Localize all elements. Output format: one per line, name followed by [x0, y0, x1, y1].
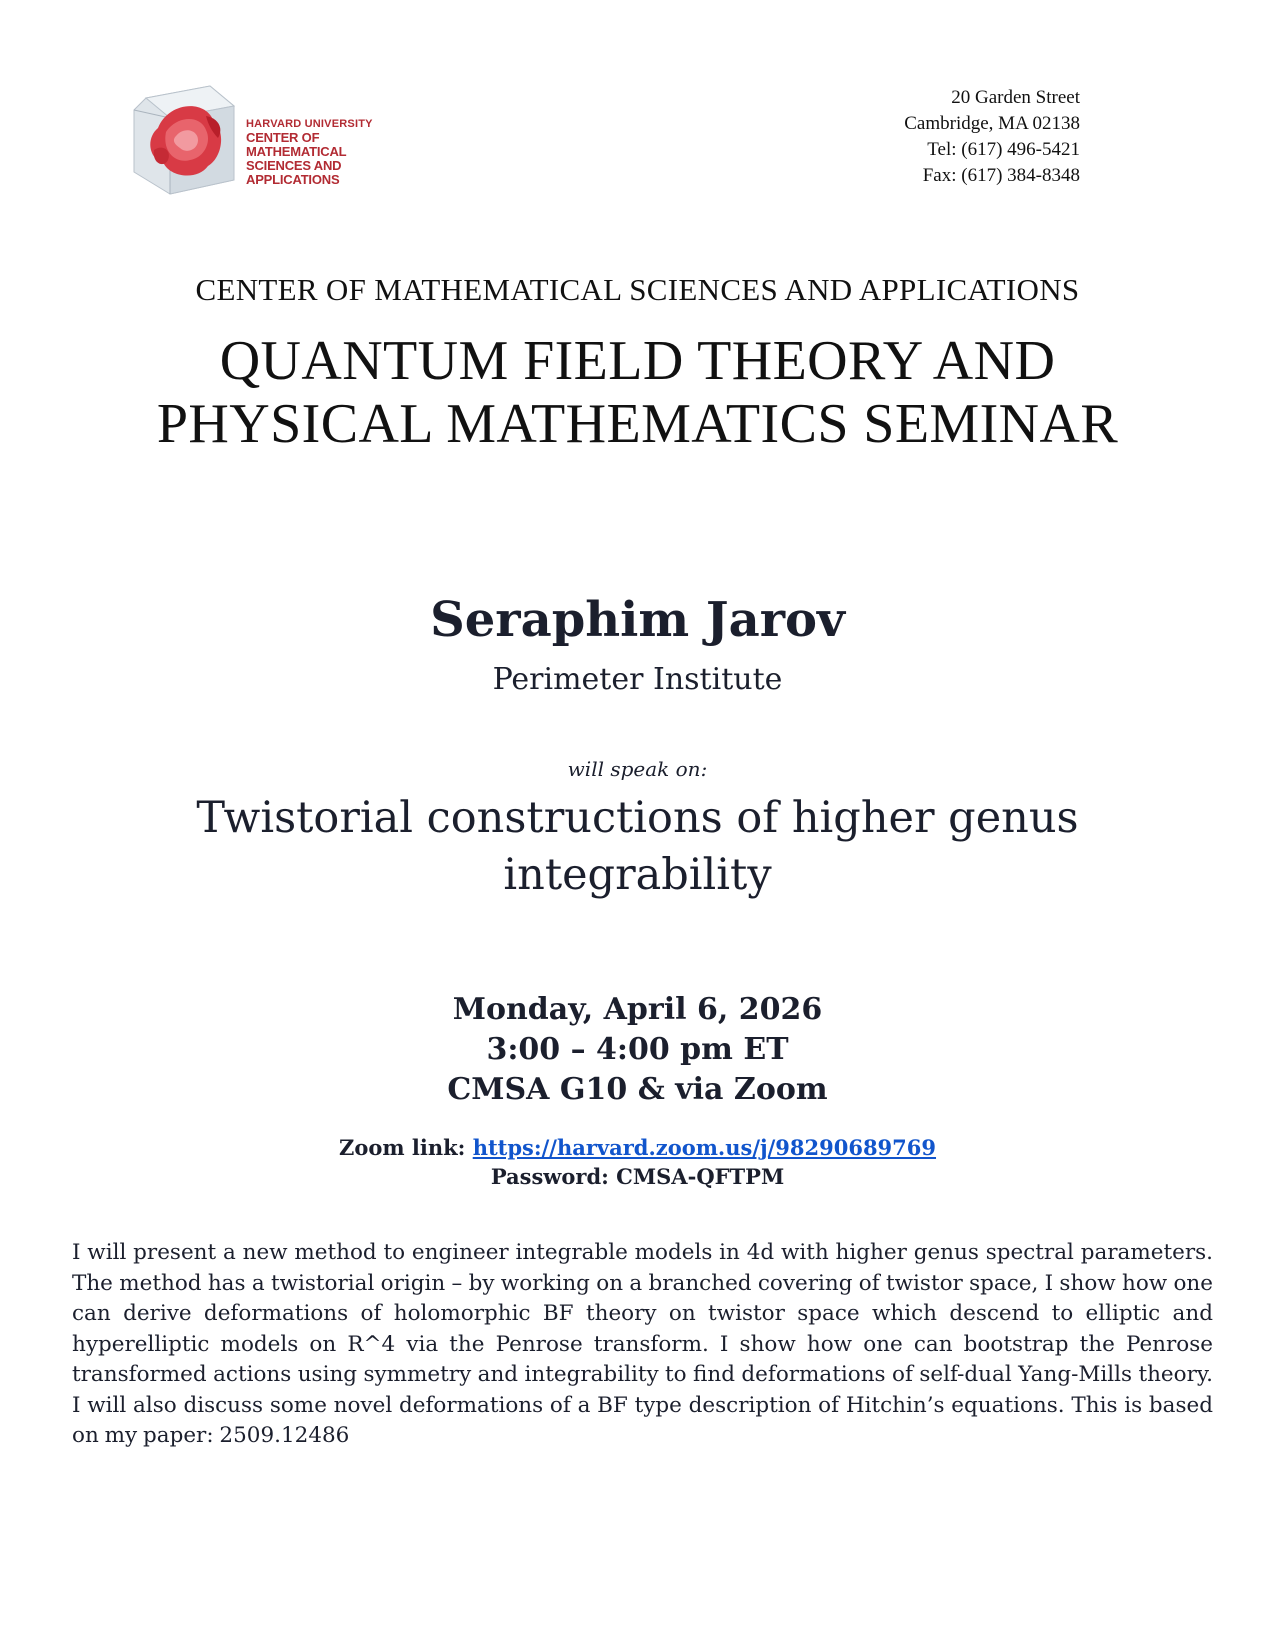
cube-logo-icon [128, 80, 240, 198]
zoom-info [0, 1133, 1275, 1191]
event-time: 3:00 – 4:00 pm ET [486, 1032, 789, 1067]
center-name: CENTER OF MATHEMATICAL SCIENCES AND APPLICATIONS [195, 272, 1080, 307]
zoom-link-label: Zoom link: [338, 1135, 466, 1160]
logo-center-line: CENTER OF MATHEMATICAL [246, 130, 347, 159]
zoom-link-line [0, 1133, 1275, 1162]
logo-sciences-line: SCIENCES AND APPLICATIONS [246, 158, 342, 187]
address-block [904, 85, 1080, 189]
speaker-name: Seraphim Jarov [430, 592, 845, 648]
talk-title-line2: integrability [503, 850, 772, 900]
talk-title [0, 790, 1275, 904]
event-date: Monday, April 6, 2026 [452, 992, 823, 1027]
talk-intro: will speak on: [567, 757, 708, 781]
abstract-text: I will present a new method to engineer integrable models in 4d with higher genus spectral parameters. The method has a twistorial origin – by working on a branched covering of twistor space, I show how one can derive deformations of holomorphic BF theory on twistor space which descend to elliptic and hyperelliptic models on R^4 via the Penrose transform. I show how one can bootstrap the Penrose transformed actions using symmetry and integrability to find deformations of self-dual Yang-Mills theory. I will also discuss some novel deformations of a BF type description of Hitchin’s equations. This is based on my paper: 2509.12486 [72, 1240, 1213, 1448]
event-location: CMSA G10 & via Zoom [447, 1072, 828, 1107]
speaker-affiliation: Perimeter Institute [492, 662, 783, 697]
address-street: 20 Garden Street [951, 87, 1080, 108]
seminar-title [0, 330, 1275, 456]
address-fax: Fax: (617) 384-8348 [922, 165, 1080, 186]
logo-wordmark [246, 117, 408, 187]
event-info [0, 990, 1275, 1110]
zoom-password: Password: CMSA-QFTPM [490, 1164, 785, 1189]
seminar-title-line1: QUANTUM FIELD THEORY AND [219, 330, 1056, 392]
address-city: Cambridge, MA 02138 [904, 113, 1080, 134]
cmsa-logo [128, 80, 408, 198]
talk-title-line1: Twistorial constructions of higher genus [196, 793, 1079, 843]
zoom-link[interactable]: https://harvard.zoom.us/j/98290689769 [472, 1135, 937, 1160]
address-tel: Tel: (617) 496-5421 [927, 139, 1080, 160]
logo-university: HARVARD UNIVERSITY [246, 118, 373, 130]
seminar-title-line2: PHYSICAL MATHEMATICS SEMINAR [156, 393, 1119, 455]
